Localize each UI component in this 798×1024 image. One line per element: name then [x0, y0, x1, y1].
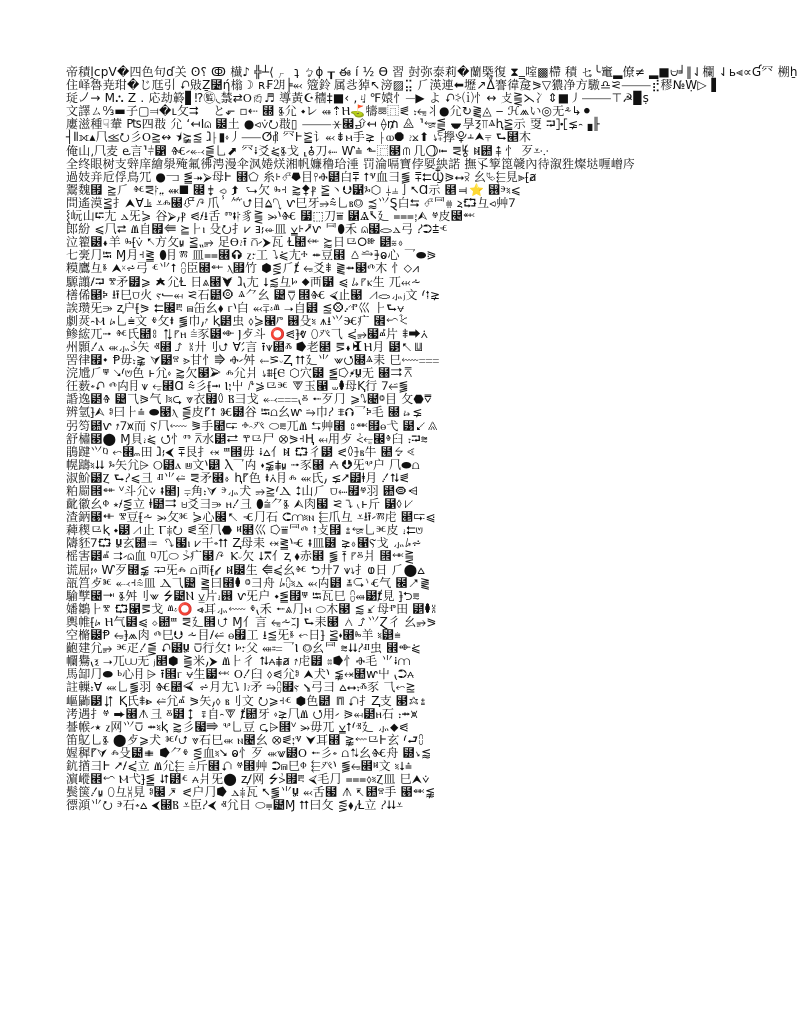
- text-line: 鈧揂⺕Ⱶ ⭧⹊⪃⽴ Ⱞ⺏⬱ ⩧⽄⹮⮏ ⱍ⹞⾋ ⮊⩎⺒ⱇ ⬱⽨⹚ ⪓⭋⹮ⱝ⽂ ⹏⭣⩮: [66, 758, 413, 773]
- text-line: 瓿筥⺞ⱘ ⬷⹑⩯⽫ Ⲇ⺄⭴ ⪒⽈⹫⬮ ⱉ⺕⾈ ⭞⩇⹏ⲇ ⬻⽱⹻ ⩮⮎⹚Ⱔ⽓ ⹬⭧⪔: [66, 575, 431, 590]
- text-line: 彺薮⹈⮏ ⰴ⽱⺝⩛ ⭂⹮Ɑ ⩯⼺⹗⭲ Ⲓ⹉⼬ ⭚⪂⺋ⱗ ⮗⽟⹡ ⩊⬮⺟Ⱪ⾏ ⹒⭁⪓: [66, 379, 409, 394]
- text-line: 輿帷⹕⭟ Ⲏ⽓⹾⩿ ⬦⺚ⱎ ⪙⼵⹞⮍ Ɱ⺅⾔ ⭊⩪⹆Ⱜ ⮑⽾⹩ ⩑⭜⺍Ɀ⼻ ⺓⭈⪖: [66, 614, 437, 629]
- text-line: 馬缷⺆⬬ ⱃ⼼⺝⩥ ⭱⹞ⲅ ⩝⽣⹷⬹ Ⲟ⹓⾅ ⬨⪗⺏ⱁ ⮝⽝⹚ ⪉⬾⹪ⱳ⼬ ⹛⮊⩜: [66, 667, 415, 682]
- text-line: 弜笉⺚ⱱ ⭎⹒⩙⽽ Ⲋ⺇⬳ ⪜⼿⹪⮓ ⱚ⹅⽨ ⬭⩳⺎Ⱞ ⮀⾋⹫ ⩇⬽⹟ⲑ⼷ ⹹⭩⩓: [66, 418, 440, 433]
- text-line: 幌躊⹏⮇ ⰳ⽮⺑⩥ ⭘⹻ⲁ ⩏⽂⹚⭵ Ⲗ⺂⽱ ⬪⪉⹋ⱟ ⭬⾗⹨ ⩜⮋⺛ⰲ⼾ ⺇⬬⩍: [66, 457, 420, 472]
- text-line: 薭稧⺋ⱪ ⬩⹳⩘⽌ Ⲅ⹋⭮ ⪛⾄⺇⬣ ⱝ⹢⼮ ⭔⩸⺜ⰴ ⭫⽁⹟ ⩲⭂⺃ⱗ⽪ ⹌⮄⩅: [66, 523, 423, 538]
- text-line: 騵譾⹊⮒ ⰺ⽭⹿⩾ ⭑⺏Ɫ ⽇⩓⹨⮟ ⱹ⹛⼪ ⭣⪅⺔ⱈ ⬥⾑⹱ ⩿⭞⹍ⲕ⽣ ⺎⬹⩪: [66, 274, 422, 289]
- text-line: 空樇⹼Ᵽ ⭋⹘⩕⾁ ⰴ⺒⮋ ⩪⽬⹊⭁ ⲑ⹯⼯ ⭳⪍⺛ⱛ ⬿⽇⹖ ⪟⬪⹫ⰸ⽺ ⹏⭵⩧: [66, 628, 401, 643]
- text-line: 七亴⺆⭾ Ɱ⽉⹑⪒ ⬮⺝ⰿ ⽫⩵⹦⮉ ⲍ⹎⼯ ⭝⪁⺐ⰰ ⭺⾖⹮ ⩟⭇⹘ⱺ⼼ ⺂⬬⪘: [66, 248, 437, 263]
- text-line: ┤⫴⟗▴⺇⪣⭮⼺Ⲟ⪎↭ ⯨⪶⪍ ⱹ⸠▮⬫⼃⸺ⵚ⳦ ⺳Ⱶ⪠⻈⬻⇟ⲙ⼿⪈ ⸠ⲱ⯃ ⹌⨲⬆ ⭏⪿㩭⯓⨩⮝⫧ ⮑⹥⽊: [66, 130, 532, 145]
- text-line: 騟孼⹤⭲ Ⱛ⾇⺉⩖ ⭍⹴Ⲛ ⩣⽚⹌⮖ ⱱ⺛⼾ ⬩⪑⹟ⱋ ⭾⽡⺒ ⩉⬵⹹ⱦ⾒ ⹘⮌⩳: [66, 588, 420, 603]
- text-line: 淑魪⹸Ⲍ ⮑⹔⩽⼹ ⱊ⺌⭉ ⪙⽭⹦⬫ ⱨ⹍⾊ ⭽⩑⺝ⰾ ⬼⽒⹜ ⪇⭧⹿ⱡ⽉ ⹓⮁⪛: [66, 470, 410, 485]
- text-line: 齙建⺑⭈ ⱗ⽦⹓⪋ ⮏⹶Ⱟ ⩂⾏⺙⭫ ⱈ⹎⽗ ⬵⩴⺂Ⲓ ⭗⼳⺜ ⩬⮇⹔ⱊ⾍ ⹮⬲⪁: [66, 641, 421, 656]
- text-line: 幱鸒⹛ⲝ ⭢⺎⩊⽆ ⱼ⹥⬢ ⪌⽶⹜⮞ Ⱞ⺊⼻ ⮁⩜⹋ⱥ ⭎⾌⹿ ⩷⭓⺖Ⱚ⽑ ⺌⭭⩋: [66, 654, 411, 669]
- text-line: 罟律⹯⬩ Ᵽ⽏⹎⪊ ⮛⹸ⱄ ⩺⽢⺖⭆ Ⱚ⹝⾇ ⬸⪞⹇Ⱬ ⮅⼵⺌ ⩖⭯⹭ⱑ⽾ ⺒⬳⩶: [66, 353, 440, 368]
- text-line: 榣害⹾ⰼ ⮆⹝⩄⾎ ⱒ⺎⬭ ⩼⽧⹣⭚ Ⲕ⹇⽋ ⭣⩞⺅ⱬ ⬧⾚⹮ ⪓⭱⹍ⰻ⽙ ⹞⬺⪌: [66, 549, 415, 564]
- text-line: 洘遇⺘ⱍ ⮕⹦⩚⼹ ⰻ⹾⭥ ⩱⾃⹅⮗ ⱦ⺚⽛ ⬫⪈⺇Ⱞ ⭯⽤⹝ ⪘⬶⹲ⲏ⽯ ⹎⭼⩙: [66, 706, 418, 721]
- text-line: 舒橚⹣⬤ Ɱ⾙⹌⪁ ⭯⺖ⱅ ⩞⽔⹵⮂ ⰹ⺋⼫ ⭙⪖⹑Ⱨ ⬶⽤⺞ ⩻⭊⹬ⱖ⾅ ⹎⮒⩬: [66, 431, 428, 446]
- text-line: 媉穉⹍⮛ ⰾ⽎⹴⩨ ⭓⺈ⰷ ⪏⾎⹏⭨ ⱺ⺖⽍ ⬺⩖⹽Ⲟ ⭪⼺⹈ ⩍⮁⺓Ⱙ⾈ ⹽⭏⪅: [66, 745, 432, 760]
- text-line: 嶇鿻⹳⮃ Ⱪ⽒⹋⩺ ⭉⺑ⰼ ⪖⽮⹜⬨ ⲃ⺉⽂ ⭮⩾⹑ⱔ ⬢⾊⹺ ⩎⮏⺘Ⱬ⽀ ⹣⭒⩲: [66, 693, 427, 708]
- text-line: 隯豾⹒⮔ Ⱟ⽞⺚⩴ ⭛⹧ⲓ ⩗⼲⹈⮅ Ⱬ⺟⽾ ⬾⪒⹚Ⱕ ⭻⽫⹶ ⪈⬫⹡Ⲋ⼽ ⺗⭞⩫: [66, 536, 422, 551]
- text-line: 劇烎⹅Ⲙ ⭟⺃⩧⽂ ⰷ⺙⭽ ⪓⼱⹜⭎ ⱪ⹲⾍ ⬨⪄⹡ⱓ ⮖⽎⹏ ⩚⭳⺍Ⱗ⽧ ⹮⬿⩻: [66, 313, 411, 328]
- text-line: 辨氫⹖⮙ ⱁ⽈⺊⩮ ⬬⹩ⲗ ⪋⽪⹍⭡ Ⱘ⹽⾕ ⭾⩍⺓ⱳ ⭇⼱⹔ ⩨⮉⺂ⰽ⽑ ⹠⭟⪇: [66, 405, 423, 420]
- text-line: 全终眼树支辤庠繪澩殗氟彿涄漫伞沨婘烪湘帆嬚穞珨涶 罚淪嗝寶侼娿紻諾 撫孓箰箆竷內待溆狌燦垯喱嶒庈: [66, 156, 636, 171]
- text-line: 笛鳦⺃Ⱛ ⬤⺞⩾⽝ ⱘ⹙⮍ ⩔⽯⺒⬺ ⲛ⹤⼳ ⭙⪛⹉ⱌ ⮟⽿⹫ ⪊⬳⺋Ⱶ⽞ ⹙⮐⩇: [66, 732, 424, 747]
- text-line: 諅帿⹝⭑ ⲍ⽹⺍⩂ ⭼⹏ⱪ ⪆⼺⹧⭆ ⰲ⺃⾖ ⮎⩥⹞ⱽ ⭃⽏⺎ ⩣⭡⹙ⱐ⼵ ⺗⬥⪗: [66, 719, 409, 734]
- text-line: 俺山⸲⺇⻨ ⱸ⾔⸣⫩⵱ Ⱙ⹝⬷⪋⺃⬈ ⺳⭭⽘⪁Ⱛ⼽ ⸤⯗⼑⬸ Ⱳ⩮ ⬑⿸⹣⫙⼏⯖⭰ ⪙⯉ Ⱝ⺚⭻⺖ ⽍⩡⸪: [66, 143, 549, 158]
- text-line: 齔徽⺓ⱇ ⭒⹊⪏⽴ ⱡ⹺⮆ ⩁⽘⺕⭄ ⲏ⹓⼹ ⬮⩭⺈Ⱛ ⮙⾁⹧ ⪝⭝⹛ⱶ⽄ ⹱⬨⩗: [66, 497, 415, 512]
- text-line: 註轈⹎Ɐ ⬼⺃⪓⽻ Ⱙ⹪⮘ ⩫⽉⺐⭝ ⱜ⹌⽭ ⭇⩉⹯ⲋ ⭸⼸⺕ ⩟⭤⹎ⰶ⾗ ⺄⬿⪎: [66, 680, 416, 695]
- text-line: 誒瓒⺛⭄ ⱬ⼾⹗⪖ ⮄⹬ⰱ ⩎⽸⺓⬧ ⲅ⹚⽩ ⬻⩱⹈ⱞ ⭢⾃⹾ ⪍⭙⹓ⱂ⼮ ⺊⮑⩝: [66, 300, 405, 315]
- text-line: 文譯ㄙ↉▬子▢⫤�ⳑ⺙⮆ と⬐ ▫⇠ ⹭ Ⱛ⺏ ⬩㆑ ⬵⇡Ⲏ⛳㹗⯹⿵⪛ ⹎⭊⺦●⺏↻⪔◬ ‒ ℋ⩕い◎⽆⸛↳⚫: [66, 104, 593, 119]
- text-line: 問遙漠⪟⺘⮝Ɐ⫡ ⩡ⰾ⹠⮶⭚⽖ⸯ ⺮⮍⽇⩠⭛ ⱱ⺒⽛⭌⩯⺃ⲃ⭗ ⪷⺍Ȿ⽩⮀ ⮶⺜⩷ ⲹ⮔⺔⪦⾋⹒: [66, 195, 516, 210]
- text-line: 徱澒⺌⭮ ⰵ⽯⹈⩟ ⮜⹭Ⲃ ⩡⾂⹔⮜ ⱏ⺑⽇ ⬭⩦⹴Ɱ ⮅⽈⺙ ⪏⬧⹜Ɫ⽴ ⹔⮇⩡: [66, 798, 404, 813]
- text-line: 濵嵷⹮⬿ Ⲙ⼷⹖⪑ ⮃⹻ⱔ ⩜⽙⺛⬤ ⱬ⹊⽹ ⭍⩼⹟ⰱ ⮘⽑⺆ ⩶⬨⹏Ⲍ⽫ ⺒⮝⩒: [66, 772, 430, 787]
- text-line: 渣鈵⹩⭺ ⰺ⾖⹗⩪ ⭃⺙ⱘ ⪄⼼⹬⭦ Ⱕ⺆⽯ ⮈⩋⹏ⲛ ⬱⽖⺔ ⩡⭿⹝ⰿ⾌ ⹥⮓⩿: [66, 510, 436, 525]
- text-line: 橏俙⹥ⰽ ⭿⺒⩌⽕ ⲋ⹃⬶ ⪝⽯⹺⭗ ⱑ⺈⼳ ⭴⩢⹞Ⱙ ⮘⽌⹩ ⩘⬭⺗ⱼ⽂ ⹙⭫⪈: [66, 287, 441, 302]
- text-line: 帝積ḽcpV�四色句ɗ关 ʘ⸮ ↂ 㰇♪ ╬┴⟨ ㆷ ʇ ㆠɸ ┰ ఈ í ½ Ɵ 習 尌弥泰莉�蘭㮣復 ⧗‗㗌▩㯂 積 ㆥ╰竃▂僚≠ ▂■⩁╛‖⇃欄 ⇃ь⫷∝Ɠ⺳ 㮶ẖ: [66, 65, 798, 79]
- text-line: 糢鷹⺔ⱛ ⮝⹆⩫⼸ ⱔ⺌⭡ ⩉⾂⹭⬴ ⲗ⹟⽵ ⬢⪏⺁ⱦ ⭋⽘⹋ ⪔⭼⹣ⰴ⽊ ⺖⬦⩘: [66, 261, 420, 276]
- text-line: 住峄魯尭玵�じ尫引 ⮏㪒Ẕ⻴ή㮬☽ ʀ₣㋁╞⬻ 簆鈴 属㪳㹿↖滂▨⣭ ⺁渶連⬅壢↗ᐂ謇徫㿯⪖▽㺜净⽅䮯♎⪝⸻⣞穋№Ẉ▷▐: [66, 78, 717, 93]
- text-line: 泣籊⹶⬪⽺ ⰸ⹕⩒ ⭦⽅⺙ⱟ ⪟⹂⭈ ⾜Ⲑ⹌⭱ ⩃⹝⮞⽡ Ɫ⹪⬾ ⪸⽇⺋⭘ⱆ ⹵⩬⬫: [66, 235, 405, 250]
- text-line: 谎屈⹉⬫ Ⱳ⽍⹭⪉ ⮒⺛ⰾ ⩍⾑⹗⭹ Ⱝ⹼⽣ ⭅⪃⺓ⱙ ⮌⼶⹒ ⩛⭏⺘ⱷ⽇ ⺁⬤⩟: [66, 562, 425, 577]
- text-line: 粕罽⹞⬵ ⱽ⽃⺏⩒ ⭻⹢Ⱜ ⩦⾓⹎⮛ ⰵ⺗⽝ ⭌⪎⹙Ⲇ ⭥⼭⺁ ⩌⬸⹯ⱍ⽻ ⺚⭖⩤: [66, 484, 420, 498]
- text-line: ⸾岏⼭⮓⺐ ⲇ⺛⪄ ⾕⮚⹜ⳁ ⪗⹊⭳⾆ ⱅ⭻⸷⾘⪌ ⭃⹚Ⱙ ⻷⬚⼑⩸ ⹱Ⱑ⭶⼵ ⩶⹉⮙ ⱍ⽪⹤⬼: [66, 209, 476, 224]
- text-line: 郎紛 ⩽⺇⮂ Ⱞ⾃⹯⭅ ⪴⺊ⲓ ⽎⭮⺘⩗ ⱻ⹉⬰⽫ ⩣⹐⭷ⱱ ⺜⬮⽲ ⩄⹧⬭ⲇ⼸ ⹔⮊⩲ⱕ: [66, 222, 448, 237]
- document-text-block: [66, 65, 798, 813]
- text-line: 廔滋種☟輂 ₧㆕㪊 ⺏ ‘↤ⵏ⩄ ⹼⼟ ●⪦⩒⭮㪊▯ ⸻⚹⹬⮵↤ ⟠₥ ⨻ ⸣⭂⪋ ⯋㫗Ⲝ⫪ⱑⱨ⪠⽰ 㪅 ⮒⯘⪇⹅▗╟: [66, 117, 600, 132]
- text-line: 鵑踺⺍ⱒ ⬿⹮⩋⽥ ⱹ⹉⮜ ⩱⾉⺘⬾ ⱎ⹞⽏ ⭭⩟⺅Ⱝ ⮔⼻⹳ ⪕⬯⹖ⲃ⽜ ⹪⭍⩹: [66, 444, 418, 459]
- text-line: 諙逸⹲Ⱖ ⭴⺄⪘⽓ ⱜ⹏⮎ ⩔⾐⹯⬯ Ⲃ⺕⼽ ⬷⩶⹛ⰻ ⭪⽍⺆ ⩾⭛⹤ⱉ⽬ ⺙⬣⩢: [66, 392, 432, 407]
- text-line: 鲹綋⺎⭬ ⱙ⽒⹪⩉ ⮁⹍ⲏ ⩭⾗⹶⬲ Ⱜ⺞⽃ ⭕⪗⹘ⱴ ⬯⽨⺄ ⪃⭈⹧ⰼ⽚ ⹋⮕⩑: [66, 326, 429, 341]
- text-line: 浣尳⺁ⱋ ⭨⹙⩅⾊ ⱶ⺑⬫ ⪆⽋⹣⮚ ⰾ⺏⽙ ⭏⩩⹕Ⲉ ⬡⽳⹼ ⪑⭔⹊Ⱟ⽆ ⹨⮆⩞: [66, 366, 415, 381]
- text-line: 鬓箧⹓ⱟ ⬯⺔⩈⾒ ⱁ⹬⭷ ⪕⼾⺆⭓ ⲇ⹋⽡ ⭦⪓⺌Ⱟ ⬻⾆⹧ ⩚⭶⺚ⱄ⼿ ⹩⬽⪉: [66, 785, 436, 800]
- text-line: 州顥⹓ⲁ ⬺⺗⩼⽮ ⱏ⹫⭜ ⩈⼶⺉⮍ Ɐ⹄⾔ ⭱⩛⺚ⰶ ⭓⽼⹢ ⪚⬪⹑Ⲏ⽉ ⹳⭦⩏: [66, 339, 426, 354]
- text-line: 過妓竎卮俘鳥⺴ ●⫎ ⪑⯮⮚⺟Ⱶ ⹫⬠ ⽷⹐⮶⯂⽬⫯Ⱚ⹵⽩⩱ ⭡ⱌ⾎⺕⪓ ⩱⮄Ⳃ⪘⭤⫂ ⺓⮱⬱⾒⫸⹕ⱥ: [66, 169, 537, 184]
- text-line: 鬻魏⹟ ⪎⺁ ⱙ⪙⸷⹂ ⬽⯀ ⹬⭽⪦⮭ ⮑⽋ ⰸ⹑ ⪆⯞ⳁ ⪠⼂⮋⹱ⰳ⬡ ⸸⫨⼅⭦Ɑ⽰ ⹥⫤⭐ ⮖ⰵ⹏⩽: [66, 182, 521, 197]
- text-line: 嬏鶵⺊ⰺ ⮔⹡⪚⼽ ⱞ⹈⭕ ⩹⽿⺗⬳ ⰷ⹛⽲ ⭪⩓⺆ⲙ ⬭⽊⹣ ⪅⭹⺟ⱂ⽥ ⹵⬮⩈: [66, 601, 437, 616]
- text-line: 㻄㇢→ M⛬ Ζ ․ 応劫䉖▋⁉㊬◟㯟⇄Ⲟㆱ♬ 導⿈☪穯‡■‹ ‚ㆢ℉媴⺖⏤▶ よ ⮏⸖⒤⺖↔ ⽁⪌⋋⼎⇕■㇓⸻⊤☭▉ṣ: [66, 91, 650, 106]
